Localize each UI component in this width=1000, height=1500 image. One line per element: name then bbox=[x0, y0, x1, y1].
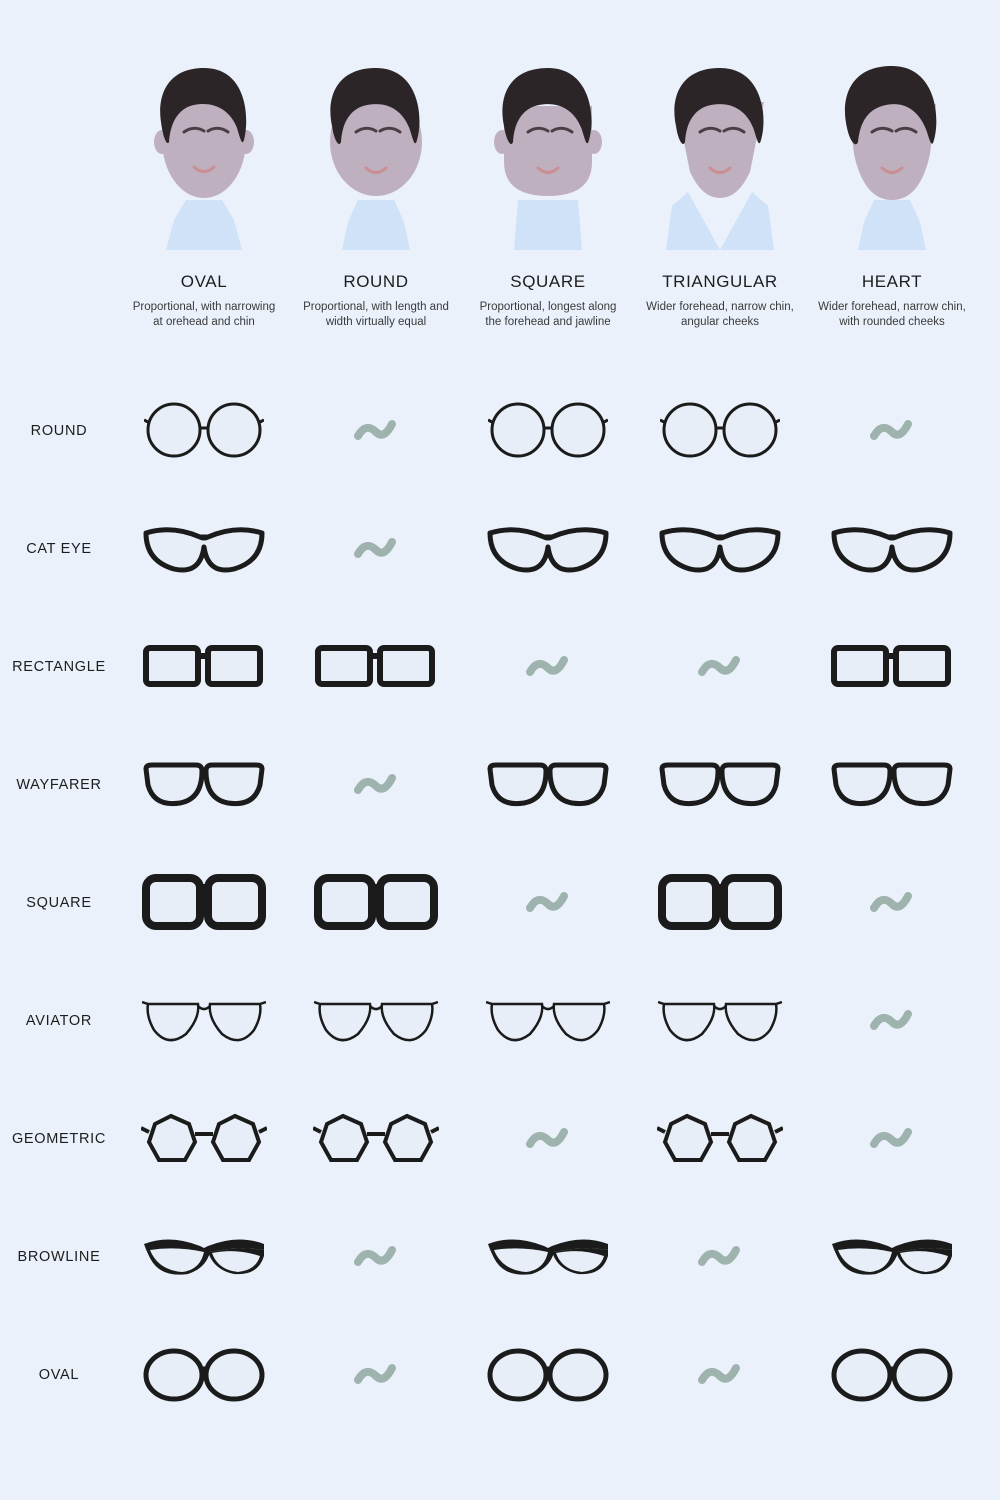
cell-aviator-triangular-glasses-icon bbox=[634, 962, 806, 1080]
row-label-square: SQUARE bbox=[26, 895, 92, 911]
cell-round-triangular-glasses-icon bbox=[634, 372, 806, 490]
row-label-aviator: AVIATOR bbox=[25, 1013, 93, 1029]
cell-oval-heart-glasses-icon bbox=[806, 1316, 978, 1434]
cell-round-heart-no-match-icon bbox=[806, 372, 978, 490]
glasses-row-geometric bbox=[0, 1080, 1000, 1198]
glasses-row-wayfarer bbox=[0, 726, 1000, 844]
cell-wayfarer-square-glasses-icon bbox=[462, 726, 634, 844]
cell-round-square-glasses-icon bbox=[462, 372, 634, 490]
cell-wayfarer-oval-glasses-icon bbox=[118, 726, 290, 844]
face-illustration-round bbox=[306, 50, 446, 250]
cell-cat-eye-oval-glasses-icon bbox=[118, 490, 290, 608]
face-desc-triangular: Wider forehead, narrow chin, angular cheeks bbox=[646, 301, 794, 328]
glasses-row-oval bbox=[0, 1316, 1000, 1434]
cell-aviator-round-glasses-icon bbox=[290, 962, 462, 1080]
face-label-triangular: TRIANGULAR bbox=[662, 272, 778, 291]
cell-cat-eye-round-no-match-icon bbox=[290, 490, 462, 608]
cell-cat-eye-square-glasses-icon bbox=[462, 490, 634, 608]
cell-round-oval-glasses-icon bbox=[118, 372, 290, 490]
face-desc-round: Proportional, with length and width virtually equal bbox=[303, 301, 449, 328]
row-label-wayfarer: WAYFARER bbox=[16, 777, 102, 793]
cell-aviator-oval-glasses-icon bbox=[118, 962, 290, 1080]
face-column-triangular bbox=[634, 50, 806, 330]
cell-wayfarer-heart-glasses-icon bbox=[806, 726, 978, 844]
glasses-row-browline bbox=[0, 1198, 1000, 1316]
cell-square-triangular-glasses-icon bbox=[634, 844, 806, 962]
cell-oval-square-glasses-icon bbox=[462, 1316, 634, 1434]
cell-browline-square-glasses-icon bbox=[462, 1198, 634, 1316]
cell-oval-triangular-no-match-icon bbox=[634, 1316, 806, 1434]
glasses-row-rectangle bbox=[0, 608, 1000, 726]
face-desc-oval: Proportional, with narrowing at orehead and chin bbox=[132, 301, 276, 328]
face-label-square: SQUARE bbox=[510, 272, 586, 291]
row-label-round: ROUND bbox=[30, 423, 88, 439]
row-label-geometric: GEOMETRIC bbox=[11, 1131, 107, 1147]
cell-rectangle-oval-glasses-icon bbox=[118, 608, 290, 726]
row-label-rectangle: RECTANGLE bbox=[12, 659, 106, 675]
face-illustration-triangular bbox=[650, 50, 790, 250]
cell-rectangle-heart-glasses-icon bbox=[806, 608, 978, 726]
cell-cat-eye-triangular-glasses-icon bbox=[634, 490, 806, 608]
cell-browline-round-no-match-icon bbox=[290, 1198, 462, 1316]
face-desc-square: Proportional, longest along the forehead and jawline bbox=[479, 301, 617, 328]
cell-geometric-oval-glasses-icon bbox=[118, 1080, 290, 1198]
cell-geometric-square-no-match-icon bbox=[462, 1080, 634, 1198]
cell-rectangle-square-no-match-icon bbox=[462, 608, 634, 726]
cell-square-square-no-match-icon bbox=[462, 844, 634, 962]
face-label-heart: HEART bbox=[861, 272, 923, 291]
face-column-heart bbox=[806, 50, 978, 330]
cell-square-round-glasses-icon bbox=[290, 844, 462, 962]
cell-oval-oval-glasses-icon bbox=[118, 1316, 290, 1434]
glasses-row-square bbox=[0, 844, 1000, 962]
face-column-square bbox=[462, 50, 634, 330]
row-label-oval: OVAL bbox=[38, 1367, 80, 1383]
cell-aviator-heart-no-match-icon bbox=[806, 962, 978, 1080]
cell-geometric-heart-no-match-icon bbox=[806, 1080, 978, 1198]
face-label-round: ROUND bbox=[343, 272, 409, 291]
glasses-row-aviator bbox=[0, 962, 1000, 1080]
face-column-round bbox=[290, 50, 462, 330]
glasses-row-cat-eye bbox=[0, 490, 1000, 608]
cell-rectangle-round-glasses-icon bbox=[290, 608, 462, 726]
face-illustration-square bbox=[478, 50, 618, 250]
row-label-cat-eye: CAT EYE bbox=[26, 541, 92, 557]
face-header-row bbox=[118, 50, 1000, 330]
cell-browline-heart-glasses-icon bbox=[806, 1198, 978, 1316]
face-illustration-oval bbox=[134, 50, 274, 250]
cell-browline-oval-glasses-icon bbox=[118, 1198, 290, 1316]
face-column-oval bbox=[118, 50, 290, 330]
cell-aviator-square-glasses-icon bbox=[462, 962, 634, 1080]
cell-wayfarer-round-no-match-icon bbox=[290, 726, 462, 844]
cell-round-round-no-match-icon bbox=[290, 372, 462, 490]
cell-cat-eye-heart-glasses-icon bbox=[806, 490, 978, 608]
face-desc-heart: Wider forehead, narrow chin, with rounded cheeks bbox=[818, 301, 966, 328]
cell-wayfarer-triangular-glasses-icon bbox=[634, 726, 806, 844]
cell-square-oval-glasses-icon bbox=[118, 844, 290, 962]
cell-oval-round-no-match-icon bbox=[290, 1316, 462, 1434]
row-label-browline: BROWLINE bbox=[17, 1249, 101, 1265]
cell-square-heart-no-match-icon bbox=[806, 844, 978, 962]
cell-rectangle-triangular-no-match-icon bbox=[634, 608, 806, 726]
cell-geometric-round-glasses-icon bbox=[290, 1080, 462, 1198]
face-label-oval: OVAL bbox=[180, 272, 228, 291]
cell-browline-triangular-no-match-icon bbox=[634, 1198, 806, 1316]
cell-geometric-triangular-glasses-icon bbox=[634, 1080, 806, 1198]
glasses-row-round bbox=[0, 372, 1000, 490]
face-illustration-heart bbox=[822, 50, 962, 250]
